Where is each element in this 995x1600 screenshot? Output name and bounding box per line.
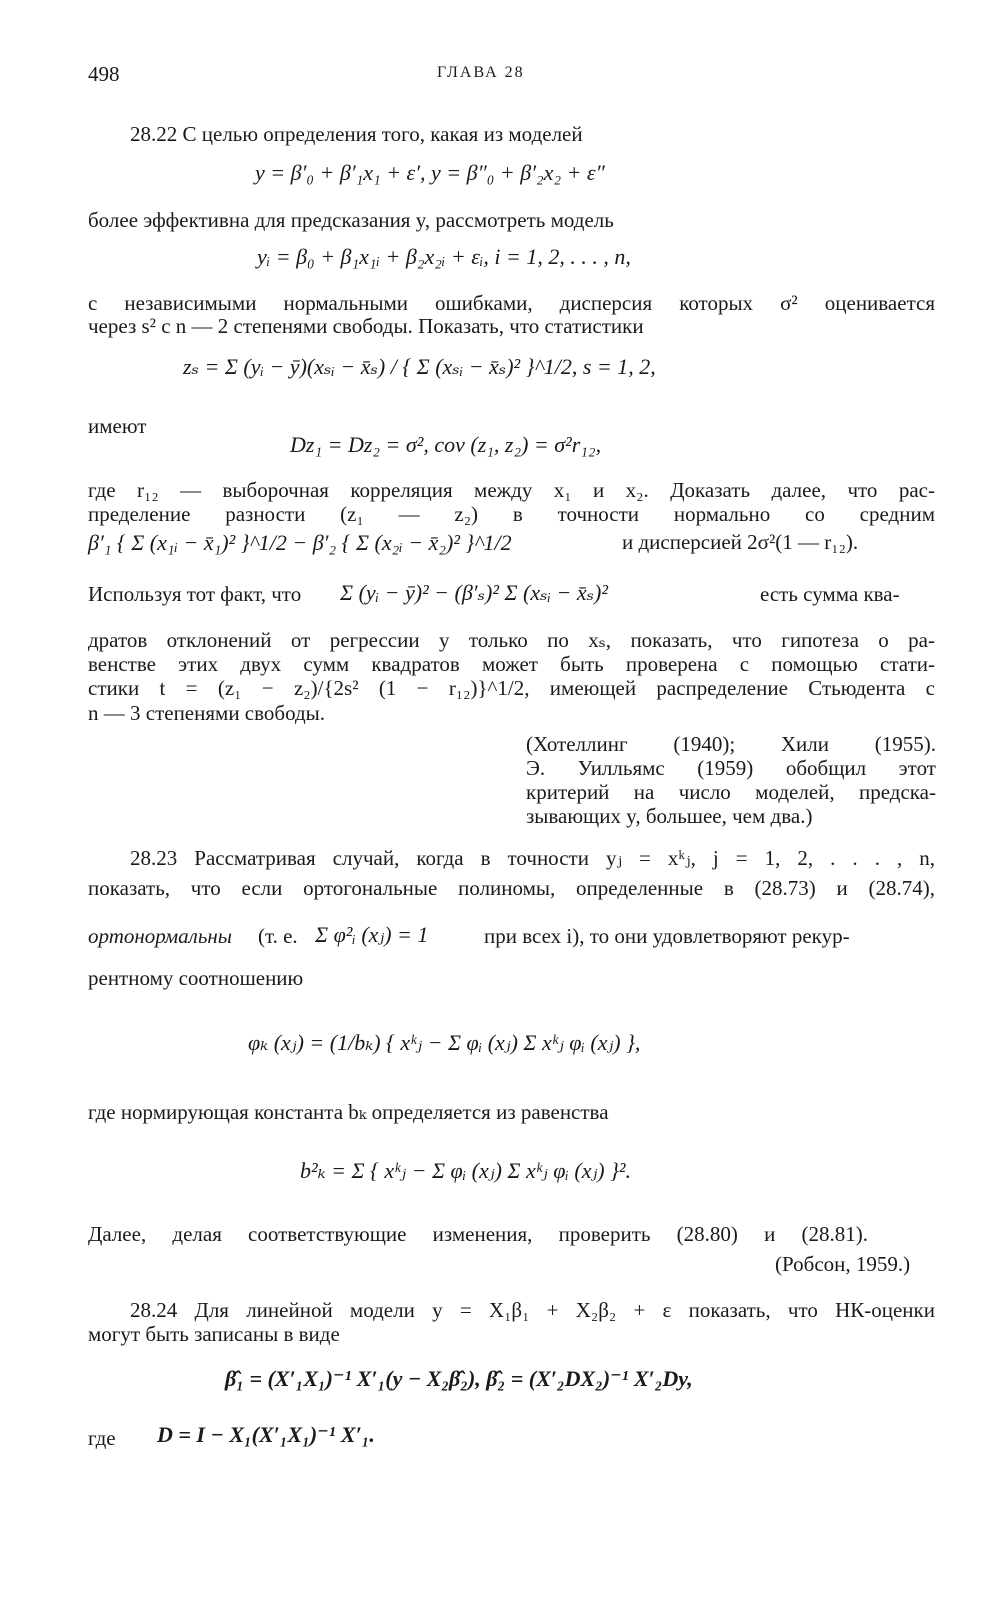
text-line: пределение разности (z₁ — z₂) в точности нормально со средним [88, 502, 935, 526]
chapter-title: ГЛАВА 28 [437, 64, 525, 81]
text-line: стики t = (z₁ − z₂)/{2s² (1 − r₁₂)}^1/2, имеющей распределение Стьюдента с [88, 676, 935, 700]
text-line: могут быть записаны в виде [88, 1322, 340, 1346]
text-line: и дисперсией 2σ²(1 — r₁₂). [622, 530, 859, 554]
text-line: где нормирующая константа bₖ определяется из равенства [88, 1100, 609, 1124]
text-line: n — 3 степенями свободы. [88, 701, 326, 725]
equation: D = I − X₁(X′₁X₁)⁻¹ X′₁. [157, 1422, 375, 1447]
text-line: 28.22 С целью определения того, какая из моделей [130, 122, 583, 146]
equation: y = β′₀ + β′₁x₁ + ε′, y = β″₀ + β′₂x₂ + ε″ [255, 160, 605, 185]
citation-block [526, 732, 936, 828]
text-line: более эффективна для предсказания y, рассмотреть модель [88, 208, 614, 232]
text-line: где [88, 1426, 116, 1450]
citation-line: (Робсон, 1959.) [775, 1252, 911, 1276]
page-number: 498 [88, 62, 120, 86]
text-line: 28.23 Рассматривая случай, когда в точности yⱼ = xᵏⱼ, j = 1, 2, . . . , n, [130, 846, 935, 870]
equation: zₛ = Σ (yᵢ − ȳ)(xₛᵢ − x̄ₛ) / { Σ (xₛᵢ − x̄ₛ)² }^1/2, s = 1, 2, [183, 354, 656, 379]
equation: φₖ (xⱼ) = (1/bₖ) { xᵏⱼ − Σ φᵢ (xⱼ) Σ xᵏⱼ φᵢ (xⱼ) }, [248, 1030, 641, 1055]
text-line: при всех i), то они удовлетворяют рекур- [484, 924, 850, 948]
citation-line: Э. Уилльямс (1959) обобщил этот [526, 756, 936, 780]
text-line: где r₁₂ — выборочная корреляция между x₁ и x₂. Доказать далее, что рас- [88, 478, 935, 502]
text-line: с независимыми нормальными ошибками, дисперсия которых σ² оценивается [88, 291, 935, 315]
text-line: Используя тот факт, что [88, 582, 302, 606]
citation-line: зывающих y, большее, чем два.) [526, 804, 813, 828]
text-line: венстве этих двух сумм квадратов может быть проверена с помощью стати- [88, 652, 935, 676]
text-line: 28.24 Для линейной модели y = X₁β₁ + X₂β₂ + ε показать, что НК-оценки [130, 1298, 935, 1322]
equation: Σ φ²ᵢ (xⱼ) = 1 [315, 922, 429, 947]
equation: β′₁ { Σ (x₁ᵢ − x̄₁)² }^1/2 − β′₂ { Σ (x₂ᵢ − x̄₂)² }^1/2 [88, 530, 512, 555]
text-line-italic: ортонормальны [88, 924, 233, 948]
equation: Σ (yᵢ − ȳ)² − (β′ₛ)² Σ (xₛᵢ − x̄ₛ)² [340, 580, 608, 605]
equation: yᵢ = β₀ + β₁x₁ᵢ + β₂x₂ᵢ + εᵢ, i = 1, 2, . . . , n, [257, 244, 631, 269]
text-line: есть сумма ква- [760, 582, 900, 606]
equation: Dz₁ = Dz₂ = σ², cov (z₁, z₂) = σ²r₁₂, [290, 432, 602, 457]
text-line: (т. е. [258, 924, 298, 948]
text-line: имеют [88, 414, 147, 438]
text-line: показать, что если ортогональные полиномы, определенные в (28.73) и (28.74), [88, 876, 935, 900]
equation: b²ₖ = Σ { xᵏⱼ − Σ φᵢ (xⱼ) Σ xᵏⱼ φᵢ (xⱼ) }². [300, 1158, 632, 1183]
citation-line: критерий на число моделей, предска- [526, 780, 936, 804]
equation: β̂₁ = (X′₁X₁)⁻¹ X′₁(y − X₂β̂₂), β̂₂ = (X′₂DX₂)⁻¹ X′₂Dy, [225, 1366, 693, 1391]
citation-line: (Хотеллинг (1940); Хили (1955). [526, 732, 936, 756]
text-line: Далее, делая соответствующие изменения, проверить (28.80) и (28.81). [88, 1222, 868, 1246]
text-line: через s² с n — 2 степенями свободы. Показать, что статистики [88, 314, 644, 338]
text-line: рентному соотношению [88, 966, 304, 990]
text-line: дратов отклонений от регрессии y только по xₛ, показать, что гипотеза о ра- [88, 628, 935, 652]
